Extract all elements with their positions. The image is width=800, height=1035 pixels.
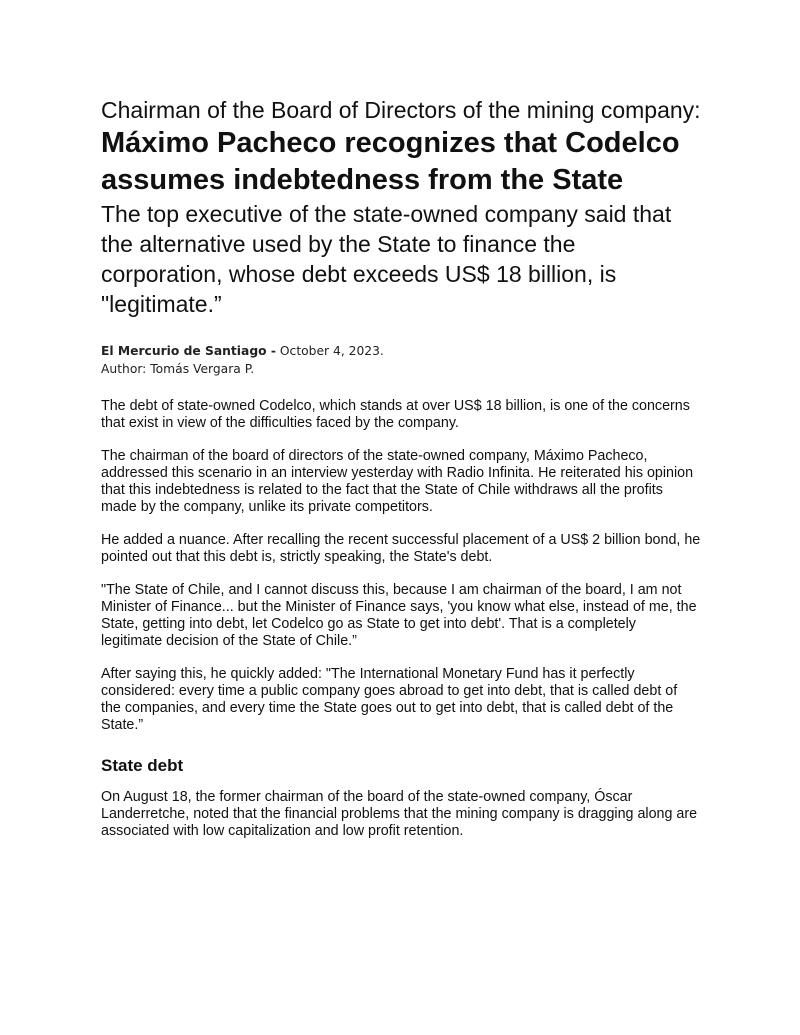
byline-author: Author: Tomás Vergara P. xyxy=(101,362,255,376)
byline-date: October 4, 2023. xyxy=(279,344,384,358)
article-kicker: Chairman of the Board of Directors of the mining company: xyxy=(101,97,701,123)
body-paragraph: He added a nuance. After recalling the recent successful placement of a US$ 2 billion bond, he pointed out that this debt is, strictly speaking, the State's debt. xyxy=(101,532,701,565)
article-subheadline: The top executive of the state-owned company said that the alternative used by the State to finance the corporation, whose debt exceeds US$ 18 billion, is "legitimate.” xyxy=(101,201,672,317)
byline xyxy=(101,342,701,378)
body-paragraph: "The State of Chile, and I cannot discuss this, because I am chairman of the board, I am not Minister of Finance... but the Minister of Finance says, 'you know what else, instead of me, the State, getting into debt, let Codelco go as State to get into debt'. That is a completely legitimate decision of the State of Chile.” xyxy=(101,582,697,649)
byline-source: El Mercurio de Santiago - xyxy=(101,344,276,358)
body-paragraph: After saying this, he quickly added: "The International Monetary Fund has it perfectly considered: every time a public company goes abroad to get into debt, that is called debt of the companies, and every time the State goes out to get into debt, that is called debt of the State.” xyxy=(101,666,678,733)
body-paragraph: The debt of state-owned Codelco, which stands at over US$ 18 billion, is one of the concerns that exist in view of the difficulties faced by the company. xyxy=(101,398,690,431)
byline-source-line xyxy=(101,342,701,360)
section-heading: State debt xyxy=(101,756,184,775)
article-page xyxy=(101,96,701,840)
article-headline: Máximo Pacheco recognizes that Codelco assumes indebtedness from the State xyxy=(101,127,680,196)
section-body xyxy=(101,789,701,840)
article-body xyxy=(101,398,701,734)
body-paragraph: The chairman of the board of directors of the state-owned company, Máximo Pacheco, addressed this scenario in an interview yesterday with Radio Infinita. He reiterated his opinion that this indebtedness is related to the fact that the State of Chile withdraws all the profits made by the company, unlike its private competitors. xyxy=(101,448,694,515)
section-paragraph: On August 18, the former chairman of the board of the state-owned company, Óscar Landerretche, noted that the financial problems that the mining company is dragging along are associated with low capitalization and low profit retention. xyxy=(101,789,698,839)
